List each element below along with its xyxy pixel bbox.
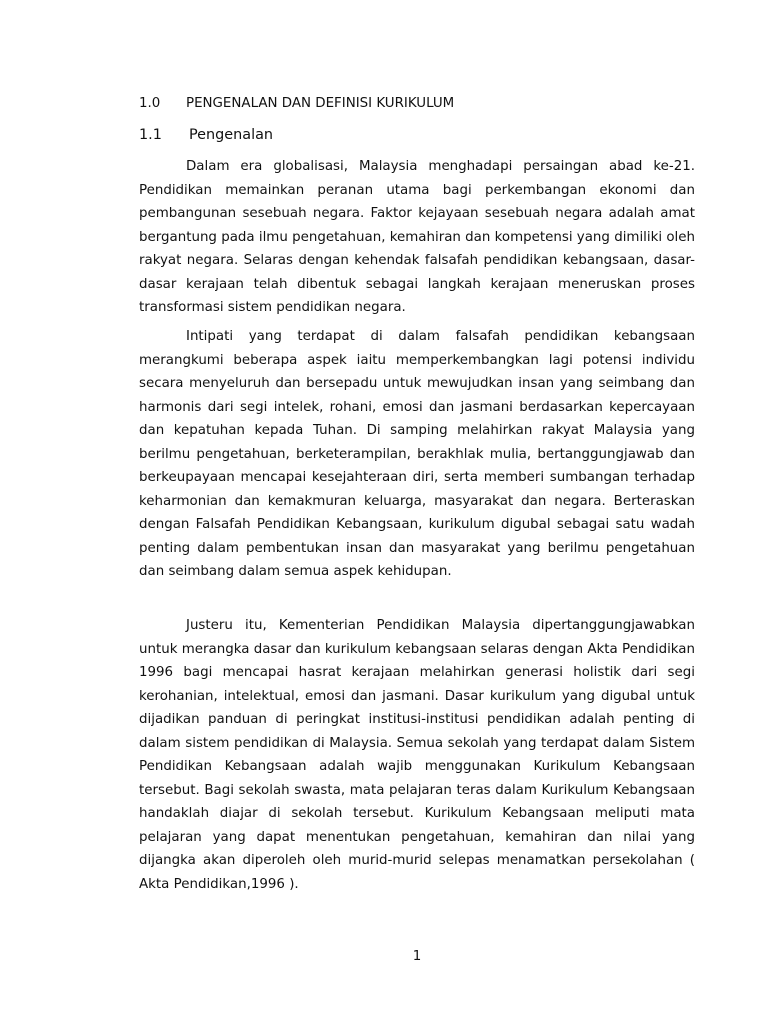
- paragraph-1: Dalam era globalisasi, Malaysia menghadapi persaingan abad ke-21. Pendidikan memainkan peranan utama bagi perkembangan ekonomi dan pembangunan sesebuah negara. Faktor kejayaan sesebuah negara adalah amat bergantung pada ilmu pengetahuan, kemahiran dan kompetensi yang dimiliki oleh rakyat negara. Selaras dengan kehendak falsafah pendidikan kebangsaan, dasar-dasar kerajaan telah dibentuk sebagai langkah kerajaan meneruskan proses transformasi sistem pendidikan negara.: [139, 159, 695, 316]
- section-title: PENGENALAN DAN DEFINISI KURIKULUM: [186, 96, 455, 111]
- subsection-number: 1.1: [139, 127, 162, 143]
- paragraph-3: Justeru itu, Kementerian Pendidikan Malaysia dipertanggungjawabkan untuk merangka dasar dan kurikulum kebangsaan selaras dengan Akta Pendidikan 1996 bagi mencapai hasrat kerajaan melahirkan generasi holistik dari segi kerohanian, intelektual, emosi dan jasmani. Dasar kurikulum yang digubal untuk dijadikan panduan di peringkat institusi-institusi pendidikan adalah penting di dalam sistem pendidikan di Malaysia. Semua sekolah yang terdapat dalam Sistem Pendidikan Kebangsaan adalah wajib menggunakan Kurikulum Kebangsaan tersebut. Bagi sekolah swasta, mata pelajaran teras dalam Kurikulum Kebangsaan handaklah diajar di sekolah tersebut. Kurikulum Kebangsaan meliputi mata pelajaran yang dapat menentukan pengetahuan, kemahiran dan nilai yang dijangka akan diperoleh oleh murid-murid selepas menamatkan persekolahan ( Akta Pendidikan,1996 ).: [139, 618, 695, 893]
- paragraph-2: Intipati yang terdapat di dalam falsafah pendidikan kebangsaan merangkumi beberapa aspek iaitu memperkembangkan lagi potensi individu secara menyeluruh dan bersepadu untuk mewujudkan insan yang seimbang dan harmonis dari segi intelek, rohani, emosi dan jasmani berdasarkan kepercayaan dan kepatuhan kepada Tuhan. Di samping melahirkan rakyat Malaysia yang berilmu pengetahuan, berketerampilan, berakhlak mulia, bertanggungjawab dan berkeupayaan mencapai kesejahteraan diri, serta memberi sumbangan terhadap keharmonian dan kemakmuran keluarga, masyarakat dan negara. Berteraskan dengan Falsafah Pendidikan Kebangsaan, kurikulum digubal sebagai satu wadah penting dalam pembentukan insan dan masyarakat yang berilmu pengetahuan dan seimbang dalam semua aspek kehidupan.: [139, 329, 695, 580]
- page-number: 1: [412, 949, 422, 964]
- subsection-heading: [139, 126, 273, 144]
- section-heading: [139, 95, 454, 113]
- subsection-title: Pengenalan: [189, 127, 274, 143]
- section-number: 1.0: [139, 96, 161, 111]
